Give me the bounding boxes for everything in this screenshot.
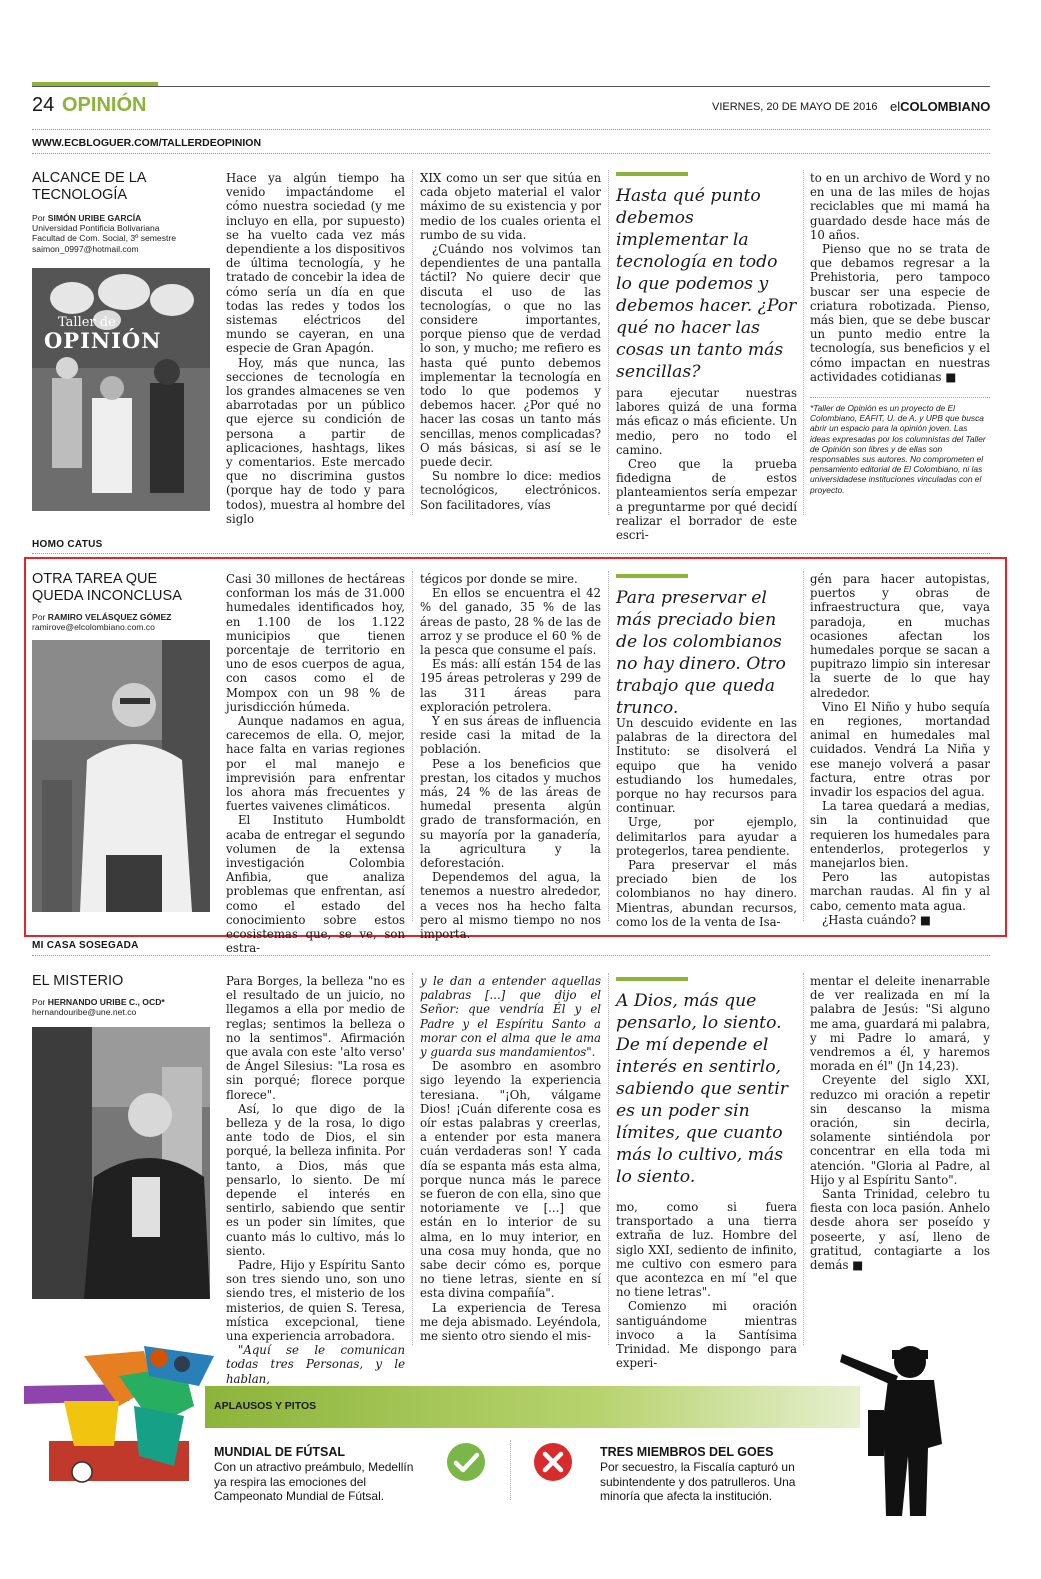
paragraph: ¿Hasta cuándo? ■ (822, 912, 931, 927)
paragraph: La tarea quedará a medias, sin la continuidad que requieren los humedales para entenderlos, protegerlos y manejarlos bien. (810, 799, 990, 871)
paragraph: ¿Cuándo nos volvimos tan dependientes de una pantalla táctil? No quiere decir que discuta el uso de las tecnologías, o que no las considere importantes, porque pienso que de verdad lo son, y mucho; me refiero es hasta qué punto debemos implementar la tecnología en todo lo que podemos y debemos hacer. ¿Por qué no hacer las cosas un tanto más sencillas, menos complicadas? O más básicas, si así se le puede decir. (420, 242, 601, 470)
article1-headline: ALCANCE DE LA TECNOLOGÍA (32, 170, 146, 203)
paragraph: para ejecutar nuestras labores quizá de una forma más eficaz o más eficiente. Un medio, pero no todo el camino. (616, 386, 797, 457)
author-photo (32, 640, 210, 912)
logo-brand: COLOMBIANO (900, 99, 991, 114)
byline-prefix: Por (32, 213, 46, 223)
byline-prefix: Por (32, 997, 46, 1007)
article1-byline (32, 213, 212, 254)
article2-column-1 (226, 572, 405, 955)
byline-email: saimon_0997@hotmail.com (32, 243, 139, 254)
check-icon (446, 1442, 486, 1482)
author-name: HERNANDO URIBE C., OCD* (47, 997, 165, 1007)
column-divider (412, 571, 413, 921)
cross-icon (533, 1442, 573, 1482)
paragraph: Creyente del siglo XXI, reduzco mi oración a repetir sin descanso la misma oración, sin decirla, solamente sintiéndola por concentrar en ella toda mi atención. "Gloria al Padre, al Hijo y al Espíritu Santo". (810, 1073, 990, 1187)
paragraph: tégicos por donde se mire. (420, 572, 578, 586)
paragraph: Aunque nadamos en agua, carecemos de ella. O, mejor, hace falta en varias regiones por el mal manejo e imprevisión para enfrentar los ahora más frecuentes y fuertes vaivenes climáticos. (226, 714, 405, 814)
paragraph: Un descuido evidente en las palabras de la directora del Instituto: se disolverá el equipo que ha venido estudiando los humedales, porque no hay recursos para continuar. (616, 716, 797, 816)
article3-column-2 (420, 974, 601, 1343)
author-name: RAMIRO VELÁSQUEZ GÓMEZ (47, 612, 172, 622)
column-divider (608, 973, 609, 1345)
article3-column-3 (616, 1200, 797, 1370)
article1-column-4 (810, 171, 990, 384)
column-divider (608, 170, 609, 515)
paragraph: Vino El Niño y hubo sequía en regiones, mortandad animal en humedales mal cuidados. Vendrá La Niña y ese manejo volverá a pasar factura, entre otras por invadir los espacios del agua. (810, 699, 990, 800)
paragraph: Creo que la prueba fidedigna de estos planteamientos sería empezar a preguntarme por qué decidí realizar el borrador de este escri- (616, 457, 797, 543)
police-silhouette (838, 1340, 948, 1516)
author-name: SIMÓN URIBE GARCÍA (47, 213, 142, 223)
police-silhouette-graphic (838, 1340, 948, 1516)
paragraph: El Instituto Humboldt acaba de entregar el segundo volumen de la extensa investigación Colombia Anfibia, que analiza problemas que enfrentan, así como el estado del conocimiento sobre estos ecosistemas que, se ve, son estra- (226, 813, 405, 956)
pullquote-bar (616, 977, 688, 981)
pullquote-bar (616, 574, 688, 578)
article2-headline: OTRA TAREA QUE QUEDA INCONCLUSA (32, 571, 182, 604)
author-photo (32, 1027, 210, 1299)
masthead-rule (32, 86, 990, 87)
section-dotted-rule (32, 955, 990, 956)
paragraph: Padre, Hijo y Espíritu Santo son tres siendo uno, son uno siendo tres, el misterio de los misterios, de quien S. Teresa, mística excepcional, tiene una experiencia arrobadora. (226, 1258, 405, 1344)
good-news-text: Con un atractivo preámbulo, Medellín ya respira las emociones del Campeonato Mundial de Fútsal. (214, 1460, 414, 1504)
bad-news-text: Por secuestro, la Fiscalía capturó un subintendente y dos patrulleros. Una minoría que afecta la institución. (600, 1460, 796, 1504)
article1-column-1 (226, 171, 405, 526)
column-divider (608, 571, 609, 921)
bad-news-title: TRES MIEMBROS DEL GOES (600, 1445, 774, 1459)
byline-line: Facultad de Com. Social, 3º semestre (32, 233, 177, 244)
article2-column-2 (420, 572, 601, 941)
check-icon-graphic (446, 1442, 486, 1482)
paragraph: Para Borges, la belleza "no es el resultado de un juicio, no llegamos a ella por medio de reglas; sentimos la belleza o no la sentimos". Afirmación que avala con este 'alto verso' de Ángel Silesius: "La rosa es sin porqué; florece porque florece". (226, 974, 405, 1102)
column-divider (412, 973, 413, 1345)
article2-column-3 (616, 716, 797, 929)
article1-pullquote: Hasta qué punto debemos implementar la tecnología en todo lo que podemos y debemos hacer. ¿Por qué no hacer las cosas un tanto más sencillas? (616, 186, 797, 382)
column-divider (803, 170, 804, 515)
cross-icon-graphic (533, 1442, 573, 1482)
good-news-title: MUNDIAL DE FÚTSAL (214, 1445, 346, 1459)
photo-illustration (32, 268, 210, 511)
paragraph: XIX como un ser que sitúa en cada objeto material el valor máximo de su existencia y por medio de los cuales orienta el rumbo de su vida. (420, 171, 601, 242)
author-photo-illustration (32, 640, 210, 912)
article3-headline: EL MISTERIO (32, 973, 124, 989)
url-dotted-rule (32, 153, 990, 154)
paragraph: gén para hacer autopistas, puertos y obras de infraestructura que, vaya paradoja, en muchas ocasiones afectan los humedales porque se sacan a pupitrazo limpio sin interesar la suerte de lo que hay alrededor. (810, 572, 990, 700)
logo-prefix: el (890, 99, 901, 114)
pullquote-bar (616, 172, 688, 176)
note-rule (810, 397, 990, 398)
paragraph: Así, lo que digo de la belleza y de la rosa, lo digo ante todo de Dios, el sin porqué, la belleza infinita. Por tanto, a Dios, más que pensarlo, lo siento. De mí depende el interés en sentirlo, sabiendo que sentir es un poder sin límites, que cuanto más lo cultivo, más lo siento. (226, 1101, 405, 1258)
issue-date: VIERNES, 20 DE MAYO DE 2016 (712, 101, 878, 113)
byline-email: hernandouribe@une.net.co (32, 1007, 137, 1018)
paragraph: y le dan a entender aquellas palabras [...] que dijo el Señor: que vendría Él y el Padre y el Espíritu Santo a morar con el alma que le ama y guarda sus mandamientos". (420, 974, 601, 1060)
article1-column-3 (616, 386, 797, 542)
applause-divider (510, 1440, 511, 1500)
page-number: 24 (32, 94, 55, 116)
column-divider (803, 571, 804, 921)
article2-byline (32, 612, 212, 632)
paragraph: La experiencia de Teresa me deja abismado. Leyéndola, me siento otro siendo el mis- (420, 1300, 601, 1344)
article3-column-1 (226, 974, 405, 1386)
byline-email: ramirove@elcolombiano.com.co (32, 622, 155, 633)
paragraph: "Aquí se le comunican todas tres Personas, y le hablan, (226, 1343, 405, 1386)
blog-url[interactable]: WWW.ECBLOGUER.COM/TALLERDEOPINION (32, 137, 262, 149)
paragraph: Hoy, más que nunca, las secciones de tecnología en los grandes almacenes se ven abarrotadas por un público que ejerce su condición de persona a partir de aplicaciones, hashtags, likes y comentarios. Este mercado que no discrimina gustos (porque hay de todo y para todos), muestra al hombre del siglo (226, 355, 405, 526)
article3-column-4 (810, 974, 990, 1272)
paragraph: Su nombre lo dice: medios tecnológicos, electrónicos. Son facilitadores, vías (420, 469, 601, 512)
section-dotted-rule (32, 553, 990, 554)
column-divider (412, 170, 413, 515)
paragraph: Santa Trinidad, celebro tu fiesta con loca pasión. Anhelo desde ahora ser poseído y poseerte, y así, lleno de gratitud, contagiarte a los demás ■ (810, 1187, 990, 1273)
paragraph: Pero las autopistas marchan raudas. Al fin y al cabo, cemento mata agua. (810, 870, 990, 913)
byline-prefix: Por (32, 612, 46, 622)
byline-line: Universidad Pontificia Bolivariana (32, 223, 160, 234)
paragraph: Es más: allí están 154 de las 195 áreas petroleras y 299 de las 311 áreas para exploración petrolera. (420, 657, 601, 714)
paragraph: Urge, por ejemplo, delimitarlos para ayudar a protegerlos, tarea pendiente. (616, 815, 797, 858)
paragraph: Pese a los beneficios que prestan, los citados y muchos más, 24 % de las áreas de humedal presenta algún grado de transformación, en su mayoría por la ganadería, la agricultura y la deforestación. (420, 756, 601, 871)
photo-caption-bottom: OPINIÓN (44, 328, 162, 353)
paragraph: Hace ya algún tiempo ha venido impactándome el cómo nuestra sociedad (y me incluyo en ella, por supuesto) se ha vuelto cada vez más dependiente a los dispositivos de última tecnología, y he tratado de concebir la idea de cómo sería un día en que todas las redes y todos los sistemas eléctricos del mundo se cayeran, en una especie de Gran Apagón. (226, 171, 405, 356)
paragraph: Comienzo mi oración santiguándome mientras invoco a la Santísima Trinidad. Me dispongo para experi- (616, 1299, 797, 1371)
paragraph: Casi 30 millones de hectáreas conforman los más de 31.000 humedales identificados hoy, en 1.100 de los 1.122 municipios que tienen porcentaje de territorio en uno de esos cuerpos de agua, con casos como el de Mompox con un 98 % de jurisdicción húmeda. (226, 572, 405, 714)
article2-column-4 (810, 572, 990, 927)
futsal-illustration (24, 1346, 224, 1496)
paragraph: De asombro en asombro sigo leyendo la experiencia teresiana. "¡Oh, válgame Dios! ¡Cuán diferente cosa es oír estas palabras y creerlas, a entender por esta manera cuán verdaderas son! Y cada día se espanta más esta alma, porque nunca más le parece se fueron de con ella, sino que notoriamente ve [...] que están en lo interior de su alma, en lo muy interior, en una cosa muy honda, que no sabe decir cómo es, porque no tiene letras, siente en sí esta divina compañía". (420, 1059, 601, 1301)
article3-pullquote: A Dios, más que pensarlo, lo siento. De mí depende el interés en sentirlo, sabiendo que sentir es un poder sin límites, que cuanto más lo cultivo, más lo siento. (616, 991, 789, 1187)
section-title: OPINIÓN (62, 94, 147, 116)
taller-de-opinion-photo (32, 268, 210, 511)
paragraph: to en un archivo de Word y no en una de las miles de hojas reciclables que mi mamá ha guardado desde hace más de 10 años. (810, 171, 990, 242)
futsal-players-graphic (24, 1346, 224, 1496)
paragraph: Para preservar el más preciado bien de los colombianos no hay dinero. Mientras, abundan recursos, como los de la venta de Isa- (616, 858, 797, 929)
author-photo-illustration (32, 1027, 210, 1299)
article2-pullquote: Para preservar el más preciado bien de los colombianos no hay dinero. Otro trabajo que queda trunco. (616, 588, 786, 718)
photo-caption-top: Taller de (58, 315, 116, 330)
paragraph: Pienso que no se trata de que debamos regresar a la Prehistoria, pero tampoco buscar ser una especie de criatura robotizada. Pienso, más bien, que se debe buscar un punto medio entre la tecnología, sus beneficios y el cómo impactan en nuestras actividades cotidianas ■ (810, 242, 990, 384)
section-label-homo-catus: HOMO CATUS (32, 539, 103, 550)
masthead-dotted-rule (32, 129, 990, 130)
paragraph: mentar el deleite inenarrable de ver realizada en mí la palabra de Jesús: "Si alguno me ama, guardará mi palabra, y mi Padre lo amará, y vendremos a él, y haremos morada en él" (Jn 14,23). (810, 974, 990, 1074)
article3-byline (32, 997, 212, 1017)
newspaper-logo (890, 99, 990, 114)
paragraph: Dependemos del agua, la tenemos a nuestro alrededor, a veces nos ha hecho falta pero al mismo tiempo no nos importa. (420, 870, 601, 942)
applause-label: APLAUSOS Y PITOS (214, 1400, 317, 1412)
taller-note: *Taller de Opinión es un proyecto de El Colombiano, EAFIT, U. de A. y UPB que busca abrir un espacio para la opinión joven. Las ideas expresadas por los columnistas del Taller de Opinión son libres y de ellas son responsables sus autores. No comprometen el pensamiento editorial de El Colombiano, ni las universidadese instituciones vinculadas con el proyecto. (810, 403, 986, 495)
paragraph: Y en sus áreas de influencia reside casi la mitad de la población. (420, 714, 601, 757)
paragraph: En ellos se encuentra el 42 % del ganado, 35 % de las áreas de pasto, 28 % de las de arroz y se produce el 60 % de la pesca que consume el país. (420, 586, 601, 658)
article1-column-2 (420, 171, 601, 512)
section-label-mi-casa-sosegada: MI CASA SOSEGADA (32, 940, 139, 951)
paragraph: mo, como si fuera transportado a una tierra extraña de luz. Hombre del siglo XXI, sediento de infinito, me cultivo con esmero para que acontezca en mí "el que no tiene letras". (616, 1200, 797, 1300)
column-divider (803, 973, 804, 1345)
